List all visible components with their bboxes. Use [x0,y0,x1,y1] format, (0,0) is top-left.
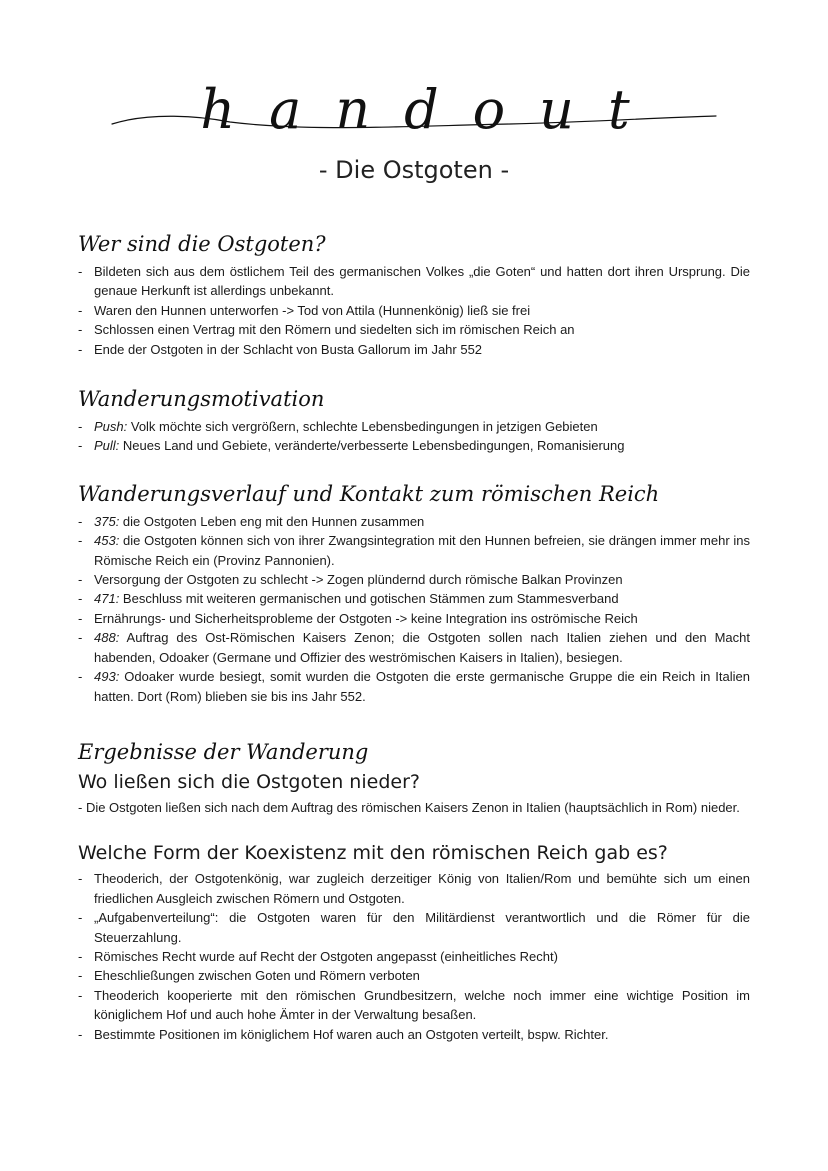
list-item: - „Aufgabenverteilung“: die Ostgoten waren für den Militärdienst verantwortlich und die Römer für die Steuerzahlung. [78,908,750,947]
list-item [78,531,750,570]
section-title-verlauf: Wanderungsverlauf und Kontakt zum römischen Reich [78,481,660,506]
item-text: Neues Land und Gebiete, veränderte/verbesserte Lebensbedingungen, Romanisierung [119,438,625,454]
list-item [78,512,750,531]
list-item [78,570,750,589]
item-text: Versorgung der Ostgoten zu schlecht -> Zogen plündernd durch römische Balkan Provinzen [94,572,623,588]
content [78,230,750,1044]
list-item: - Schlossen einen Vertrag mit den Römern und siedelten sich im römischen Reich an [78,320,750,339]
section-title-motivation: Wanderungsmotivation [78,387,325,412]
list-wer [78,262,750,359]
list-verlauf [78,512,750,706]
item-text: Odoaker wurde besiegt, somit wurden die Ostgoten die erste germanische Gruppe die ein Reich in Italien hatten. Dort (Rom) blieben sie bis ins Jahr 552. [94,669,750,704]
list-coexistence [78,869,750,1044]
item-label: 493: [94,669,120,685]
item-text: Ernährungs- und Sicherheitsprobleme der Ostgoten -> keine Integration ins oströmische Reich [94,610,638,626]
item-label: 375: [94,513,120,529]
list-item: - Bildeten sich aus dem östlichem Teil des germanischen Volkes „die Goten“ und hatten dort ihren Ursprung. Die genaue Herkunft ist allerdings unbekannt. [78,262,750,301]
item-text: die Ostgoten können sich von ihrer Zwangsintegration mit den Hunnen befreien, sie drängen immer mehr ins Römische Reich ein (Provinz Pannonien). [94,533,750,568]
list-item [78,667,750,706]
item-text: Auftrag des Ost-Römischen Kaisers Zenon; die Ostgoten sollen nach Italien ziehen und den Macht habenden, Odoaker (Germane und Offizier des weströmischen Kaisers in Italien), besiegen. [94,630,750,665]
list-item [78,609,750,628]
list-item: - Ende der Ostgoten in der Schlacht von Busta Gallorum im Jahr 552 [78,340,750,359]
item-text: Volk möchte sich vergrößern, schlechte Lebensbedingungen in jetzigen Gebieten [127,419,598,435]
item-label: 488: [94,630,120,646]
item-text: die Ostgoten Leben eng mit den Hunnen zusammen [119,513,425,529]
list-motivation [78,417,750,456]
item-label: 453: [94,533,120,549]
list-item: - Waren den Hunnen unterworfen -> Tod von Attila (Hunnenkönig) ließ sie frei [78,301,750,320]
list-item [78,436,750,455]
list-item: - Theoderich kooperierte mit den römischen Grundbesitzern, welche noch immer eine wichtige Position im königlichem Hof und auch hohe Ämter in der Verwaltung besaßen. [78,986,750,1025]
answer-settlement: - Die Ostgoten ließen sich nach dem Auftrag des römischen Kaisers Zenon in Italien (hauptsächlich in Rom) nieder. [78,799,740,815]
question-settlement: Wo ließen sich die Ostgoten nieder? [78,770,420,793]
item-label: 471: [94,591,120,607]
list-item [78,628,750,667]
section-title-ergebnisse: Ergebnisse der Wanderung [78,739,369,764]
item-label: Pull: [94,438,120,454]
list-item: - Römisches Recht wurde auf Recht der Ostgoten angepasst (einheitliches Recht) [78,947,750,966]
list-item [78,589,750,608]
page-subtitle: - Die Ostgoten - [318,156,510,184]
list-item [78,417,750,436]
list-item: - Theoderich, der Ostgotenkönig, war zugleich derzeitiger König von Italien/Rom und bemühte sich um einen friedlichen Ausgleich zwischen Römern und Ostgoten. [78,869,750,908]
list-item: - Eheschließungen zwischen Goten und Römern verboten [78,966,750,985]
item-text: Beschluss mit weiteren germanischen und gotischen Stämmen zum Stammesverband [119,591,619,607]
handout-banner [110,72,720,152]
section-title-wer: Wer sind die Ostgoten? [78,232,326,256]
item-label: Push: [94,419,128,435]
banner-title: handout [200,78,664,141]
list-item: - Bestimmte Positionen im königlichem Hof waren auch an Ostgoten verteilt, bspw. Richter. [78,1025,750,1044]
question-coexistence: Welche Form der Koexistenz mit den römischen Reich gab es? [78,842,668,865]
